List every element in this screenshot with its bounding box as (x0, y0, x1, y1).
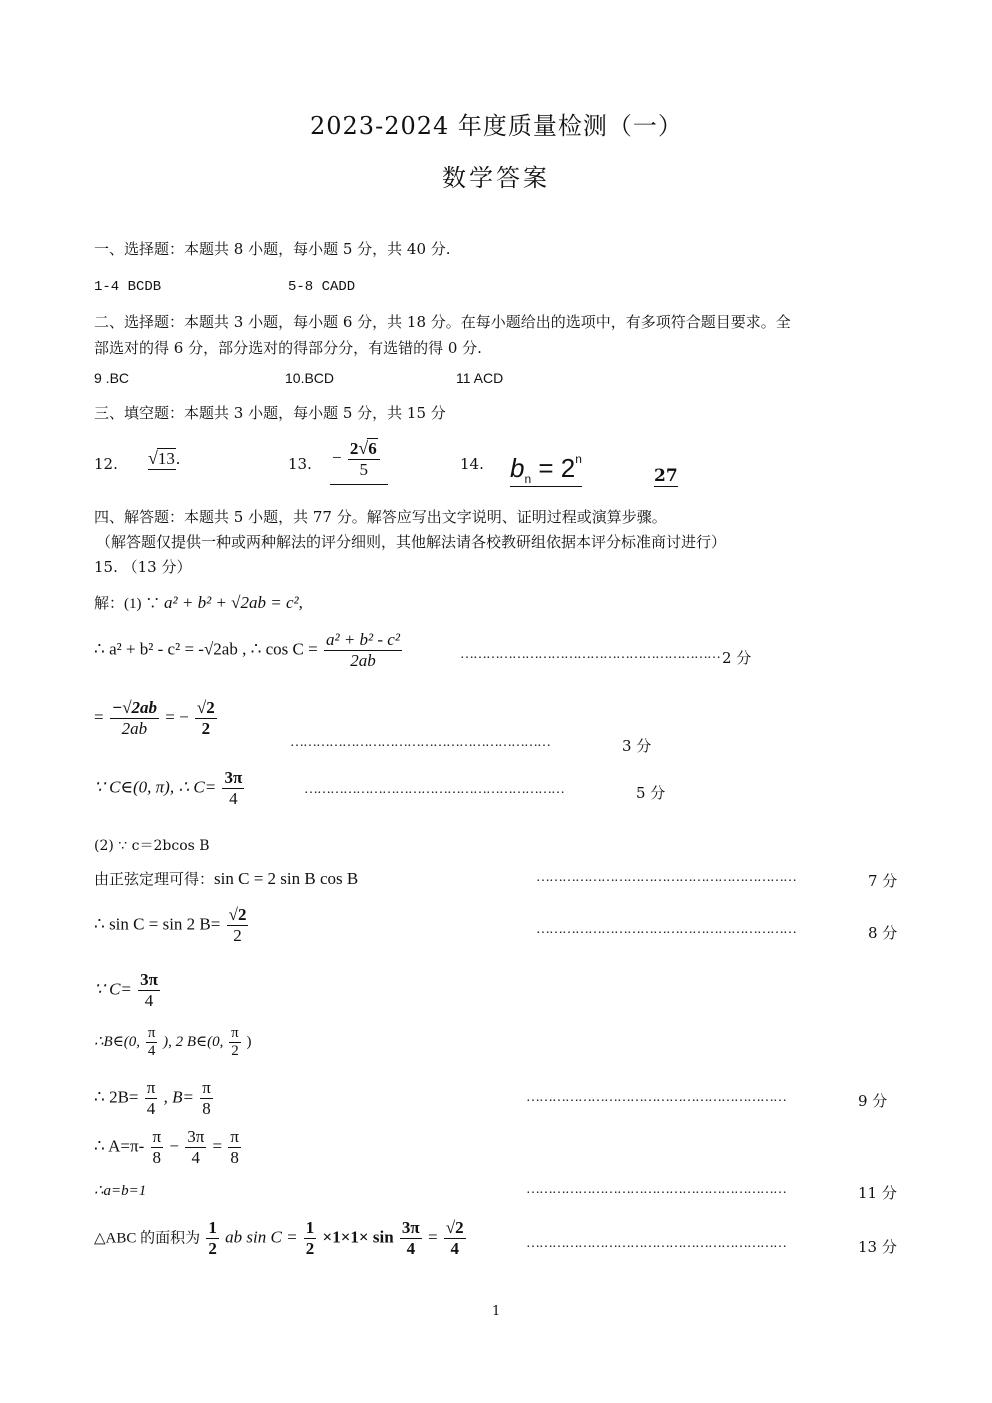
solution-line-11: ∴ A=π- $\frac{\pi}{8}$ − $\frac{3\pi}{4}$ = $\frac{\pi}{8}$ (94, 1127, 239, 1167)
solution-line-10: ∴ 2B= $\frac{\pi}{4}$ , B= $\frac{\pi}{8}$ (94, 1078, 211, 1118)
score-13: 13 分 (858, 1238, 897, 1256)
answer-5-8: 5-8 CADD (288, 279, 356, 295)
solution-line-13: △ABC 的面积为 $\frac{1}{2}$ ab sin C = $\frac{1}{2}$ ×1×1× sin $\frac{3\pi}{4}$ = $\frac{√2}{4}$ (94, 1218, 464, 1258)
q14-label: 14. (460, 455, 484, 473)
score-dots: …………………………………………………… (536, 922, 796, 937)
q12-label: 12. (94, 455, 118, 473)
score-7: 7 分 (868, 872, 898, 890)
score-2: 2 分 (722, 649, 752, 667)
q15-heading: 15. （13 分） (94, 558, 192, 576)
solution-line-12: ∴a=b=1 (94, 1183, 147, 1199)
score-8: 8 分 (868, 924, 898, 942)
solution-part-2: (2) ∵ c＝2bcos B (94, 838, 210, 854)
score-dots: …………………………………………………… (290, 735, 550, 750)
section-3-heading: 三、填空题：本题共 3 小题，每小题 5 分，共 15 分 (94, 404, 446, 422)
answer-10: 10.BCD (285, 370, 335, 386)
score-dots: …………………………………………………… (460, 647, 720, 662)
section-2-heading-line2: 部选对的得 6 分，部分选对的得部分分，有选错的得 0 分. (94, 339, 482, 357)
q14-answer-1: $b_n = 2^n$ (510, 452, 582, 487)
solution-line-9: ∴B∈(0, $\frac{\pi}{4}$ ), 2 B∈(0, $\frac{\pi}{2}$ ) (94, 1025, 252, 1059)
page-number: 1 (492, 1304, 501, 1319)
answer-11: 11 ACD (456, 370, 504, 386)
solution-line-1: 解：(1) ∵ a² + b² + √2ab = c², (94, 593, 303, 612)
solution-line-7: ∴ sin C = sin 2 B= $\frac{√2}{2}$ (94, 905, 247, 945)
score-dots: …………………………………………………… (536, 870, 796, 885)
q13-label: 13. (288, 455, 312, 473)
solution-line-2: ∴ a² + b² - c² = -√2ab , ∴ cos C = $\frac{\text{a² + b² - c²}}{2ab}$ (94, 630, 400, 670)
score-5: 5 分 (636, 784, 666, 802)
score-dots: …………………………………………………… (526, 1236, 786, 1251)
q13-answer: − $\frac{2√6}{5}$ (330, 438, 388, 485)
section-1-heading: 一、选择题：本题共 8 小题，每小题 5 分，共 40 分. (94, 240, 451, 258)
q14-answer-2: 27 (654, 466, 678, 486)
solution-line-3: = $\frac{-√2ab}{2ab}$ = − $\frac{√2}{2}$ (94, 698, 215, 738)
score-3: 3 分 (622, 737, 652, 755)
solution-line-6: 由正弦定理可得：sin C = 2 sin B cos B (94, 869, 359, 888)
score-11: 11 分 (858, 1184, 897, 1202)
page-subtitle: 数学答案 (442, 164, 550, 192)
page-title: 2023-2024 年度质量检测（一） (310, 112, 683, 140)
score-9: 9 分 (858, 1092, 888, 1110)
score-dots: …………………………………………………… (526, 1090, 786, 1105)
score-dots: …………………………………………………… (526, 1182, 786, 1197)
section-2-heading-line1: 二、选择题：本题共 3 小题，每小题 6 分，共 18 分。在每小题给出的选项中，有多项符合题目要求。全 (94, 313, 791, 331)
section-4-heading: 四、解答题：本题共 5 小题，共 77 分。解答应写出文字说明、证明过程或演算步骤。 (94, 508, 667, 526)
score-dots: …………………………………………………… (304, 782, 564, 797)
solution-line-4: ∵ C∈(0, π), ∴ C= $\frac{3\pi}{4}$ (94, 768, 243, 808)
answer-9: 9 .BC (94, 370, 130, 386)
solution-line-8: ∵ C= $\frac{3\pi}{4}$ (94, 970, 158, 1010)
section-4-note: （解答题仅提供一种或两种解法的评分细则，其他解法请各校教研组依据本评分标准商讨进行） (96, 533, 727, 551)
answer-1-4: 1-4 BCDB (94, 279, 162, 295)
q12-answer: √13. (148, 448, 181, 468)
